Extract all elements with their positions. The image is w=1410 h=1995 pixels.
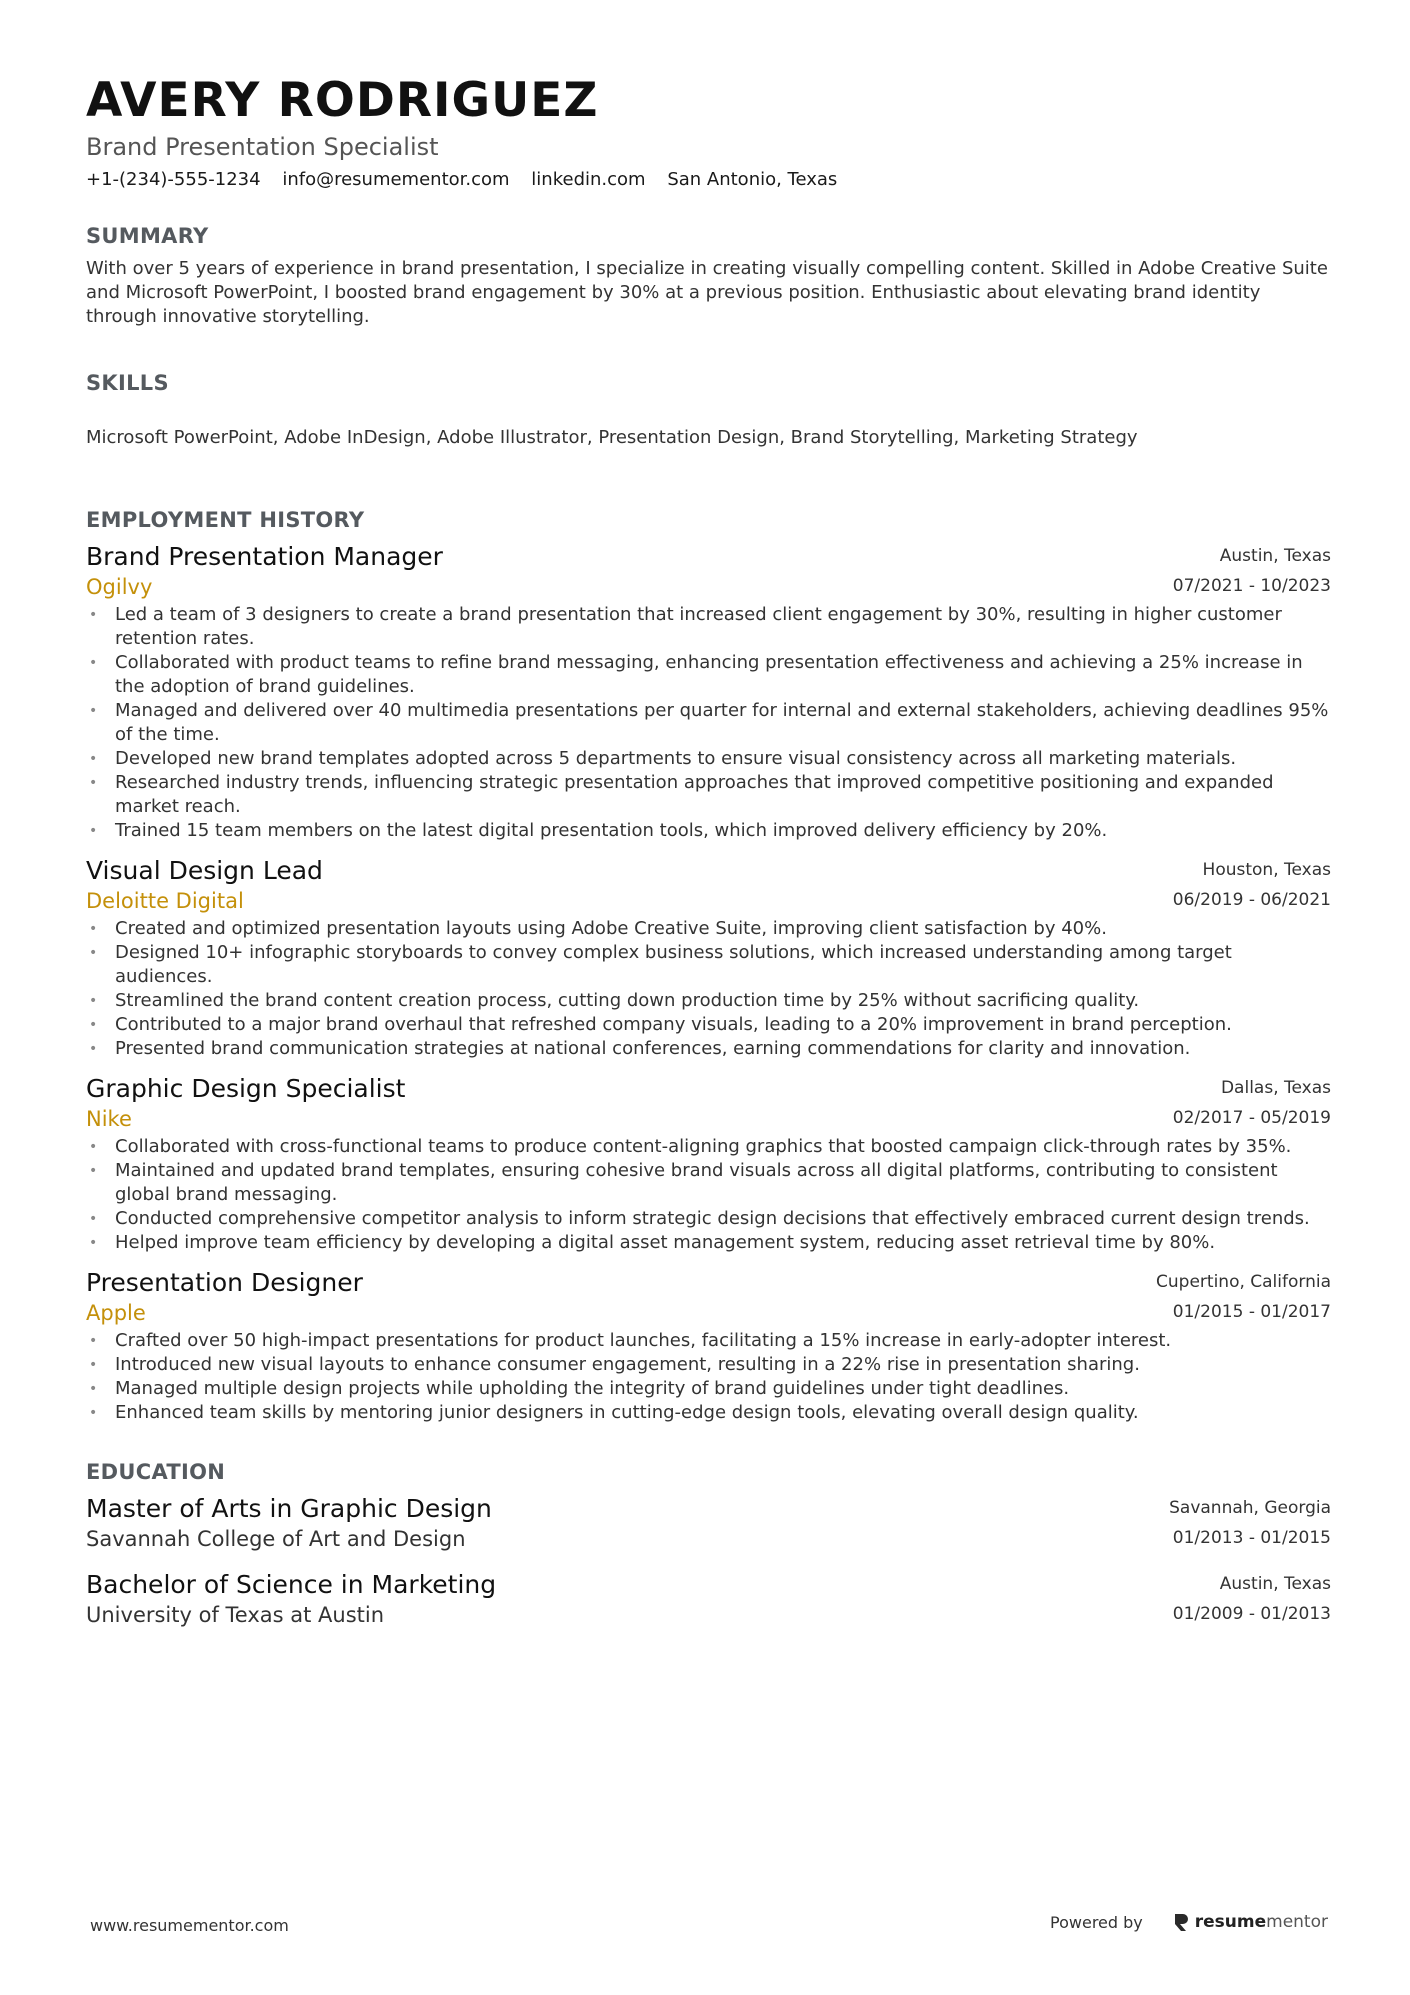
bullet-item [86,1013,1331,1037]
bullet-dot-icon: • [89,823,98,839]
bullet-text: Led a team of 3 designers to create a brand presentation that increased client engagement by 30%, resulting in higher customer retention rates. [115,604,1282,649]
brand-light-text: mentor [1266,1912,1328,1932]
job-entry [86,855,1331,1061]
job-company: Ogilvy [86,575,153,599]
job-meta [1173,1073,1331,1133]
job-title: Visual Design Lead [86,856,323,885]
bullet-dot-icon: • [89,607,98,623]
bullet-dot-icon: • [89,1139,98,1155]
bullet-item [86,1159,1331,1207]
bullet-text: Enhanced team skills by mentoring junior designers in cutting-edge design tools, elevating overall design quality. [115,1402,1139,1423]
phone-text: +1-(234)-555-1234 [86,169,261,190]
employment-section [86,507,1331,1425]
skills-heading: SKILLS [86,371,169,395]
bullet-item [86,917,1331,941]
job-location: Austin, Texas [1219,546,1331,566]
job-entry [86,541,1331,843]
bullet-text: Managed multiple design projects while upholding the integrity of brand guidelines under tight deadlines. [115,1378,1070,1399]
bullet-dot-icon: • [89,945,98,961]
bullet-item [86,1135,1331,1159]
bullet-text: Streamlined the brand content creation process, cutting down production time by 25% without sacrificing quality. [115,990,1140,1011]
job-bullets [86,1329,1331,1425]
bullet-dot-icon: • [89,1381,98,1397]
job-title: Graphic Design Specialist [86,1074,406,1103]
job-meta [1173,541,1331,601]
job-dates: 02/2017 - 05/2019 [1172,1108,1331,1128]
bullet-dot-icon: • [89,993,98,1009]
bullet-dot-icon: • [89,1357,98,1373]
bullet-item [86,651,1331,699]
bullet-text: Helped improve team efficiency by developing a digital asset management system, reducing asset retrieval time by 80%. [115,1232,1216,1253]
summary-heading: SUMMARY [86,224,209,248]
bullet-item [86,1231,1331,1255]
powered-by-label: Powered by [1050,1912,1143,1932]
bullet-item [86,941,1331,989]
education-location: Austin, Texas [1219,1574,1331,1594]
education-section [86,1459,1331,1629]
bullet-item [86,699,1331,747]
bullet-text: Collaborated with product teams to refine brand messaging, enhancing presentation effectiveness and achieving a 25% increase in the adoption of brand guidelines. [115,652,1303,697]
education-dates: 01/2013 - 01/2015 [1172,1528,1331,1548]
brand-bold-text: resume [1194,1912,1267,1932]
bullet-text: Developed new brand templates adopted across 5 departments to ensure visual consistency across all marketing materials. [115,748,1237,769]
contact-line [86,168,1331,192]
bullet-text: Researched industry trends, influencing strategic presentation approaches that improved competitive positioning and expanded market reach. [115,772,1274,817]
candidate-name: AVERY RODRIGUEZ [86,73,599,128]
bullet-dot-icon: • [89,1235,98,1251]
job-location: Dallas, Texas [1220,1078,1331,1098]
bullet-dot-icon: • [89,655,98,671]
location-text: San Antonio, Texas [667,169,838,190]
education-entry [86,1569,1331,1629]
bullet-text: Introduced new visual layouts to enhance consumer engagement, resulting in a 22% rise in presentation sharing. [115,1354,1140,1375]
job-meta [1156,1267,1331,1327]
bullet-text: Collaborated with cross-functional teams to produce content-aligning graphics that boosted campaign click-through rates by 35%. [115,1136,1292,1157]
bullet-text: Managed and delivered over 40 multimedia presentations per quarter for internal and external stakeholders, achieving deadlines 95% of the time. [115,700,1329,745]
candidate-title: Brand Presentation Specialist [86,133,439,161]
education-dates: 01/2009 - 01/2013 [1172,1604,1331,1624]
education-list [86,1493,1331,1629]
bullet-text: Conducted comprehensive competitor analysis to inform strategic design decisions that effectively embraced current design trends. [115,1208,1310,1229]
skills-text: Microsoft PowerPoint, Adobe InDesign, Adobe Illustrator, Presentation Design, Brand Storytelling, Marketing Strategy [86,427,1138,448]
resumementor-logo[interactable] [1173,1912,1328,1932]
degree-title: Bachelor of Science in Marketing [86,1570,497,1599]
bullet-item [86,1377,1331,1401]
job-meta [1173,855,1331,915]
bullet-item [86,603,1331,651]
email-link[interactable]: info@resumementor.com [282,169,510,190]
job-bullets [86,603,1331,843]
footer-brand [1050,1912,1328,1932]
education-heading: EDUCATION [86,1460,226,1484]
resume-page [86,70,1331,1629]
bullet-text: Designed 10+ infographic storyboards to convey complex business solutions, which increased understanding among target audiences. [115,942,1232,987]
bullet-text: Contributed to a major brand overhaul that refreshed company visuals, leading to a 20% improvement in brand perception. [115,1014,1232,1035]
resumementor-mark-icon [1173,1912,1189,1932]
bullet-item [86,989,1331,1013]
bullet-item [86,819,1331,843]
job-location: Cupertino, California [1156,1272,1331,1292]
bullet-text: Created and optimized presentation layouts using Adobe Creative Suite, improving client satisfaction by 40%. [115,918,1107,939]
bullet-dot-icon: • [89,751,98,767]
bullet-text: Maintained and updated brand templates, ensuring cohesive brand visuals across all digital platforms, contributing to consistent global brand messaging. [115,1160,1278,1205]
bullet-dot-icon: • [89,1163,98,1179]
footer-website[interactable]: www.resumementor.com [90,1916,289,1935]
bullet-item [86,1037,1331,1061]
bullet-item [86,1353,1331,1377]
bullet-text: Presented brand communication strategies at national conferences, earning commendations for clarity and innovation. [115,1038,1191,1059]
education-entry [86,1493,1331,1553]
job-list [86,541,1331,1425]
bullet-dot-icon: • [89,1405,98,1421]
job-dates: 06/2019 - 06/2021 [1172,890,1331,910]
bullet-item [86,1207,1331,1231]
degree-title: Master of Arts in Graphic Design [86,1494,492,1523]
resume-header [86,70,1331,192]
summary-text: With over 5 years of experience in brand presentation, I specialize in creating visually compelling content. Skilled in Adobe Creative Suite and Microsoft PowerPoint, I boosted brand engagement by 30% at a previous position. Enthusiastic about elevating brand identity through innovative storytelling. [86,258,1328,327]
school-name: University of Texas at Austin [86,1603,385,1627]
bullet-dot-icon: • [89,1041,98,1057]
linkedin-link[interactable]: linkedin.com [531,169,646,190]
education-location: Savannah, Georgia [1169,1498,1331,1518]
bullet-item [86,1329,1331,1353]
bullet-text: Trained 15 team members on the latest digital presentation tools, which improved delivery efficiency by 20%. [115,820,1108,841]
job-company: Deloitte Digital [86,889,244,913]
school-name: Savannah College of Art and Design [86,1527,466,1551]
job-dates: 01/2015 - 01/2017 [1172,1302,1331,1322]
job-company: Nike [86,1107,132,1131]
bullet-dot-icon: • [89,1017,98,1033]
bullet-item [86,771,1331,819]
job-entry [86,1073,1331,1255]
bullet-dot-icon: • [89,1333,98,1349]
bullet-dot-icon: • [89,775,98,791]
bullet-dot-icon: • [89,1211,98,1227]
job-entry [86,1267,1331,1425]
job-bullets [86,1135,1331,1255]
job-location: Houston, Texas [1202,860,1331,880]
bullet-item [86,1401,1331,1425]
job-title: Brand Presentation Manager [86,542,443,571]
job-company: Apple [86,1301,146,1325]
summary-section [86,223,1331,329]
education-meta [1169,1493,1331,1553]
bullet-text: Crafted over 50 high-impact presentations for product launches, facilitating a 15% increase in early-adopter interest. [115,1330,1172,1351]
bullet-item [86,747,1331,771]
skills-section [86,370,1331,450]
education-meta [1173,1569,1331,1629]
job-bullets [86,917,1331,1061]
bullet-dot-icon: • [89,703,98,719]
bullet-dot-icon: • [89,921,98,937]
job-dates: 07/2021 - 10/2023 [1172,576,1331,596]
employment-heading: EMPLOYMENT HISTORY [86,508,365,532]
job-title: Presentation Designer [86,1268,363,1297]
